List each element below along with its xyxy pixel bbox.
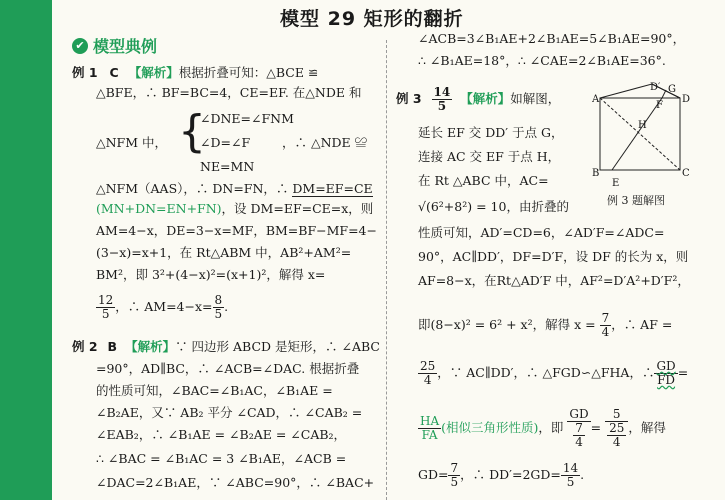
denominator: FA — [421, 428, 438, 442]
example-1-label: 例 1 — [72, 65, 98, 80]
numerator: 5 — [605, 408, 628, 422]
fraction — [573, 422, 585, 449]
text-line: ∠DAC=2∠B₁AE，∵ ∠ABC=90°，∴ ∠BAC+ — [96, 475, 375, 490]
section-label: 模型典例 — [93, 37, 158, 56]
text-line: 90°，AC∥DD′，DF=D′F，设 DF 的长为 x，则 — [418, 249, 689, 264]
extension-fg — [662, 90, 666, 98]
text-line: ，∴ △NDE ≌ — [282, 135, 368, 150]
underlined-text: DM=EF=CE — [292, 181, 373, 196]
text-line: 连接 AC 交 EF 于点 H， — [418, 149, 561, 164]
text-line: ∴ ∠BAC = ∠B₁AC = 3 ∠B₁AE，∠ACB = — [96, 451, 347, 466]
denominator: 5 — [437, 99, 447, 113]
text-line: ∠EAB₂，∴ ∠B₁AE = ∠B₂AE = ∠CAB₂， — [96, 427, 347, 442]
text-line: AF=8−x，在Rt△AD′F 中，AF²=D′A²+D′F²， — [418, 273, 690, 288]
page-title: 模型 29 矩形的翻折 — [280, 8, 464, 30]
fraction — [418, 415, 441, 442]
numerator: 7 — [601, 311, 610, 325]
text-span: = — [677, 365, 689, 380]
label-a: A — [592, 94, 600, 105]
numerator: 25 — [420, 359, 436, 373]
text-line: =90°，AD∥BC，∴ ∠ACB=∠DAC. 根据折叠 — [96, 361, 360, 376]
text-span: . — [580, 467, 585, 482]
denominator: 4 — [601, 325, 610, 339]
label-e: E — [612, 178, 620, 189]
compound-fraction — [605, 408, 628, 449]
text-line — [418, 462, 584, 489]
numerator: 7 — [575, 421, 583, 435]
example-3-label: 例 3 — [396, 91, 422, 106]
text-line — [418, 360, 688, 387]
system-row-1: ∠DNE=∠FNM — [200, 111, 294, 126]
denominator: 5 — [101, 307, 110, 321]
denominator: 4 — [575, 435, 583, 449]
example-2-label: 例 2 — [72, 339, 98, 354]
label-b: B — [592, 168, 600, 179]
green-note: (MN+DN=EN+FN) — [96, 201, 222, 216]
text-line: 根据折叠可知：△BCE ≌ — [178, 65, 319, 80]
system-row-2: ∠D=∠F — [200, 135, 251, 150]
text-line: AM=4−x，DE=3−x=MF，BM=BF−MF=4− — [96, 223, 377, 238]
numerator: 7 — [450, 461, 459, 475]
column-divider — [386, 40, 387, 500]
label-d: D — [682, 94, 691, 105]
text-span: GD= — [418, 467, 449, 482]
text-line: BM²，即 3²+(4−x)²=(x+1)²，解得 x= — [96, 267, 326, 282]
numerator: 14 — [562, 461, 579, 475]
text-line — [96, 182, 373, 196]
check-circle-icon: ✔ — [72, 38, 88, 54]
green-side-bar — [0, 0, 52, 500]
text-span: ，即 — [538, 420, 564, 435]
text-line: △NFM 中， — [96, 135, 167, 150]
text-line — [418, 408, 666, 449]
numerator: 12 — [98, 293, 114, 307]
geometry-figure — [592, 80, 702, 190]
fold-line-ef — [612, 98, 662, 170]
diagonal-ac — [600, 98, 680, 170]
example-2-line-1 — [72, 340, 380, 354]
text-line — [96, 294, 228, 321]
example-3-line-1 — [396, 86, 560, 113]
system-row-3: NE=MN — [200, 159, 255, 174]
denominator: 5 — [450, 475, 459, 489]
example-1-answer: C — [109, 65, 119, 80]
numerator: 25 — [609, 421, 625, 435]
fraction — [654, 360, 677, 387]
text-span: ，设 DM=EF=CE=x，则 — [221, 201, 374, 216]
denominator: 4 — [612, 435, 621, 449]
text-line: ∠B₂AE，又∵ AB₂ 平分 ∠CAD，∴ ∠CAB₂ = — [96, 405, 363, 420]
denominator — [605, 422, 628, 449]
text-line: ∵ 四边形 ABCD 是矩形，∴ ∠ABC — [175, 339, 380, 354]
denominator — [567, 422, 590, 449]
analysis-tag: 【解析】 — [128, 65, 179, 80]
numerator: GD — [656, 359, 676, 373]
fraction — [561, 462, 580, 489]
text-span: . — [224, 299, 229, 314]
label-g: G — [668, 84, 676, 95]
fraction — [96, 294, 115, 321]
text-span: ，∵ AC∥DD′，∴ △FGD∽△FHA，∴ — [437, 365, 655, 380]
text-line: 性质可知，AD′=CD=6，∠AD′F=∠ADC= — [418, 225, 665, 240]
analysis-tag: 【解析】 — [460, 91, 511, 106]
label-d-prime: D′ — [650, 82, 661, 93]
section-heading — [72, 34, 157, 57]
text-line — [96, 202, 373, 216]
green-note: (相似三角形性质) — [441, 420, 539, 435]
label-c: C — [682, 168, 690, 179]
compound-fraction — [567, 408, 590, 449]
example-3-answer — [432, 86, 453, 113]
fraction — [418, 360, 437, 387]
text-line: 在 Rt △ABC 中，AC= — [418, 173, 549, 188]
text-line: △BFE，∴ BF=BC=4，CE=EF. 在△NDE 和 — [96, 85, 362, 100]
fraction — [213, 294, 225, 321]
text-span: ，∴ DD′=2GD= — [460, 467, 561, 482]
numerator: GD — [569, 407, 589, 421]
text-span: ，∴ AM=4−x= — [115, 299, 213, 314]
analysis-tag: 【解析】 — [125, 339, 176, 354]
text-span: 即(8−x)² = 6² + x²，解得 x = — [418, 317, 596, 332]
denominator: 5 — [566, 475, 575, 489]
system-brace: { — [178, 106, 206, 157]
text-line: (3−x)=x+1，在 Rt△ABM 中，AB²+AM²= — [96, 245, 352, 260]
text-span: △NFM（AAS），∴ DN=FN，∴ — [96, 181, 293, 196]
example-1-line-1 — [72, 66, 318, 80]
fraction — [607, 422, 626, 449]
text-line: 延长 EF 交 DD′ 于点 G， — [418, 125, 564, 140]
label-f: F — [656, 100, 663, 111]
denominator: 5 — [214, 307, 223, 321]
figure-caption: 例 3 题解图 — [607, 194, 665, 207]
text-span: ，解得 — [628, 420, 666, 435]
text-span: ，∴ AF = — [611, 317, 673, 332]
label-h: H — [638, 120, 647, 131]
text-line: √(6²+8²) = 10，由折叠的 — [418, 199, 569, 214]
numerator: 14 — [433, 85, 451, 99]
fraction — [600, 312, 612, 339]
text-span: = — [590, 420, 602, 435]
example-2-answer: B — [107, 339, 118, 354]
text-line: ∴ ∠B₁AE=18°，∴ ∠CAE=2∠B₁AE=36°. — [418, 53, 666, 68]
denominator: FD — [657, 373, 676, 387]
numerator: 8 — [214, 293, 223, 307]
text-line: ∠ACB=3∠B₁AE+2∠B₁AE=5∠B₁AE=90°， — [418, 31, 686, 46]
denominator: 4 — [423, 373, 432, 387]
numerator: HA — [420, 414, 440, 428]
text-line: 的性质可知，∠BAC=∠B₁AC，∠B₁AE = — [96, 383, 333, 398]
text-line — [418, 312, 672, 339]
fraction — [448, 462, 460, 489]
text-span: 如解图， — [510, 91, 561, 106]
